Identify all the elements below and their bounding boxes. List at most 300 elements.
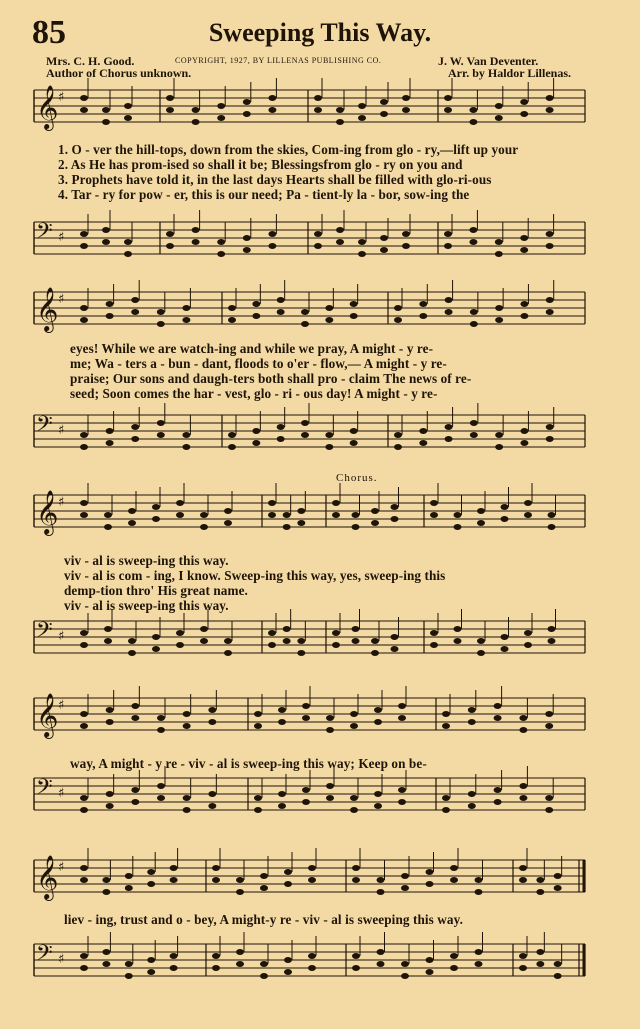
- hymn-number: 85: [32, 14, 66, 51]
- note-head: [391, 634, 399, 640]
- note-head: [80, 865, 88, 871]
- note-head: [475, 877, 483, 883]
- note-head: [260, 873, 268, 879]
- note-head: [183, 795, 191, 801]
- note-head: [80, 95, 88, 101]
- note-head: [302, 787, 310, 793]
- note-head: [166, 95, 174, 101]
- note-head: [377, 877, 385, 883]
- treble-clef-icon: 𝄞: [36, 693, 59, 737]
- note-head: [131, 703, 139, 709]
- note-head: [277, 436, 285, 442]
- note-head: [277, 297, 285, 303]
- note-head: [104, 638, 112, 644]
- note-head: [501, 646, 509, 652]
- note-head: [352, 638, 360, 644]
- note-head: [278, 707, 286, 713]
- note-head: [252, 440, 260, 446]
- note-head: [524, 642, 532, 648]
- note-head: [102, 877, 110, 883]
- note-head: [536, 889, 544, 895]
- note-head: [217, 115, 225, 121]
- note-head: [494, 799, 502, 805]
- note-head: [217, 251, 225, 257]
- note-head: [268, 231, 276, 237]
- note-head: [166, 107, 174, 113]
- note-head: [546, 309, 554, 315]
- note-head: [102, 961, 110, 967]
- note-head: [80, 711, 88, 717]
- note-head: [302, 703, 310, 709]
- note-head: [325, 432, 333, 438]
- note-head: [519, 965, 527, 971]
- note-head: [278, 803, 286, 809]
- note-head: [519, 953, 527, 959]
- lyric-line: way, A might - y re - viv - al is sweep-ing this way; Keep on be-: [70, 756, 427, 771]
- note-head: [380, 111, 388, 117]
- note-head: [236, 949, 244, 955]
- note-head: [104, 626, 112, 632]
- note-head: [208, 803, 216, 809]
- note-head: [350, 723, 358, 729]
- note-head: [147, 881, 155, 887]
- note-head: [501, 516, 509, 522]
- note-head: [520, 428, 528, 434]
- note-head: [380, 99, 388, 105]
- note-head: [80, 305, 88, 311]
- hymn-title: Sweeping This Way.: [208, 18, 432, 47]
- note-head: [545, 723, 553, 729]
- note-head: [268, 500, 276, 506]
- note-head: [350, 440, 358, 446]
- note-head: [104, 524, 112, 530]
- note-head: [106, 313, 114, 319]
- note-head: [170, 865, 178, 871]
- note-head: [350, 428, 358, 434]
- note-head: [254, 795, 262, 801]
- note-head: [157, 432, 165, 438]
- note-head: [106, 803, 114, 809]
- note-head: [371, 508, 379, 514]
- note-head: [554, 961, 562, 967]
- note-head: [80, 231, 88, 237]
- note-head: [444, 95, 452, 101]
- bass-clef-icon: 𝄢: [36, 219, 53, 249]
- note-head: [468, 803, 476, 809]
- note-head: [371, 520, 379, 526]
- note-head: [200, 626, 208, 632]
- lyric-line: 2. As He has prom-ised so shall it be; Blessingsfrom glo - ry on you and: [58, 157, 463, 172]
- note-head: [468, 719, 476, 725]
- composer-credit: J. W. Van Deventer.: [438, 54, 539, 68]
- note-head: [260, 885, 268, 891]
- note-head: [183, 711, 191, 717]
- note-head: [401, 873, 409, 879]
- note-head: [301, 432, 309, 438]
- note-head: [252, 313, 260, 319]
- lyric-line: seed; Soon comes the har - vest, glo - ri - ous day! A might - y re-: [70, 386, 438, 401]
- note-head: [469, 227, 477, 233]
- note-head: [377, 949, 385, 955]
- note-head: [212, 965, 220, 971]
- note-head: [394, 305, 402, 311]
- lyricist-credit: Mrs. C. H. Good.: [46, 54, 135, 68]
- note-head: [470, 309, 478, 315]
- sharp-key-signature-icon: ♯: [58, 952, 65, 967]
- note-head: [325, 305, 333, 311]
- note-head: [524, 630, 532, 636]
- note-head: [475, 949, 483, 955]
- note-head: [470, 321, 478, 327]
- lyric-line: eyes! While we are watch-ing and while we pray, A might - y re-: [70, 341, 434, 356]
- note-head: [495, 103, 503, 109]
- note-head: [536, 961, 544, 967]
- note-head: [80, 807, 88, 813]
- note-head: [495, 115, 503, 121]
- note-head: [336, 107, 344, 113]
- note-head: [442, 807, 450, 813]
- note-head: [297, 520, 305, 526]
- note-head: [80, 642, 88, 648]
- lyric-line: viv - al is com - ing, I know. Sweep-ing this way, yes, sweep-ing this: [64, 568, 446, 583]
- note-head: [80, 965, 88, 971]
- note-head: [332, 512, 340, 518]
- note-head: [426, 969, 434, 975]
- note-head: [128, 508, 136, 514]
- note-head: [106, 791, 114, 797]
- note-head: [252, 301, 260, 307]
- lyric-line: 4. Tar - ry for pow - er, this is our need; Pa - tient-ly la - bor, sow-ing the: [58, 187, 470, 202]
- note-head: [80, 317, 88, 323]
- note-head: [520, 440, 528, 446]
- note-head: [102, 107, 110, 113]
- note-head: [336, 239, 344, 245]
- note-head: [554, 973, 562, 979]
- note-head: [308, 865, 316, 871]
- note-head: [283, 512, 291, 518]
- note-head: [468, 791, 476, 797]
- note-head: [554, 873, 562, 879]
- note-head: [391, 504, 399, 510]
- note-head: [545, 807, 553, 813]
- note-head: [243, 247, 251, 253]
- note-head: [80, 953, 88, 959]
- note-head: [217, 103, 225, 109]
- note-head: [176, 642, 184, 648]
- note-head: [548, 626, 556, 632]
- note-head: [477, 520, 485, 526]
- note-head: [278, 791, 286, 797]
- note-head: [352, 626, 360, 632]
- note-head: [444, 231, 452, 237]
- note-head: [519, 865, 527, 871]
- note-head: [332, 500, 340, 506]
- note-head: [80, 107, 88, 113]
- note-head: [371, 650, 379, 656]
- note-head: [336, 119, 344, 125]
- note-head: [268, 107, 276, 113]
- note-head: [192, 107, 200, 113]
- note-head: [284, 869, 292, 875]
- note-head: [152, 504, 160, 510]
- note-head: [301, 309, 309, 315]
- note-head: [314, 107, 322, 113]
- sharp-key-signature-icon: ♯: [58, 292, 65, 307]
- note-head: [398, 799, 406, 805]
- note-head: [374, 719, 382, 725]
- note-head: [430, 512, 438, 518]
- note-head: [374, 803, 382, 809]
- note-head: [268, 630, 276, 636]
- note-head: [236, 877, 244, 883]
- note-head: [254, 807, 262, 813]
- sharp-key-signature-icon: ♯: [58, 423, 65, 438]
- note-head: [283, 638, 291, 644]
- arranger-credit: Arr. by Haldor Lillenas.: [448, 66, 572, 80]
- note-head: [243, 99, 251, 105]
- sharp-key-signature-icon: ♯: [58, 495, 65, 510]
- note-head: [157, 715, 165, 721]
- note-head: [494, 703, 502, 709]
- note-head: [80, 432, 88, 438]
- note-head: [166, 231, 174, 237]
- note-head: [297, 650, 305, 656]
- note-head: [352, 877, 360, 883]
- note-head: [494, 715, 502, 721]
- note-head: [152, 516, 160, 522]
- note-head: [442, 795, 450, 801]
- note-head: [268, 243, 276, 249]
- note-head: [394, 444, 402, 450]
- lyric-line: demp-tion thro' His great name.: [64, 583, 248, 598]
- note-head: [157, 420, 165, 426]
- note-head: [352, 524, 360, 530]
- note-head: [470, 420, 478, 426]
- note-head: [545, 711, 553, 717]
- note-head: [495, 432, 503, 438]
- note-head: [308, 965, 316, 971]
- note-head: [224, 650, 232, 656]
- note-head: [450, 965, 458, 971]
- note-head: [325, 317, 333, 323]
- note-head: [477, 508, 485, 514]
- note-head: [520, 247, 528, 253]
- bass-clef-icon: 𝄢: [36, 412, 53, 442]
- lyric-line: praise; Our sons and daugh-ters both shall pro - claim The news of re-: [70, 371, 472, 386]
- note-head: [283, 524, 291, 530]
- note-head: [228, 305, 236, 311]
- note-head: [332, 642, 340, 648]
- lyric-line: 1. O - ver the hill-tops, down from the skies, Com-ing from glo - ry,—lift up your: [58, 142, 519, 157]
- note-head: [157, 783, 165, 789]
- note-head: [170, 877, 178, 883]
- note-head: [260, 961, 268, 967]
- treble-clef-icon: 𝄞: [36, 85, 59, 129]
- note-head: [350, 795, 358, 801]
- note-head: [445, 424, 453, 430]
- note-head: [284, 881, 292, 887]
- note-head: [546, 231, 554, 237]
- note-head: [314, 95, 322, 101]
- note-head: [495, 251, 503, 257]
- note-head: [548, 512, 556, 518]
- note-head: [124, 251, 132, 257]
- note-head: [102, 227, 110, 233]
- note-head: [284, 957, 292, 963]
- note-head: [442, 711, 450, 717]
- note-head: [326, 795, 334, 801]
- note-head: [495, 239, 503, 245]
- note-head: [217, 239, 225, 245]
- note-head: [131, 799, 139, 805]
- note-head: [314, 243, 322, 249]
- note-head: [192, 119, 200, 125]
- note-head: [380, 235, 388, 241]
- note-head: [477, 638, 485, 644]
- note-head: [102, 119, 110, 125]
- note-head: [445, 436, 453, 442]
- note-head: [371, 638, 379, 644]
- note-head: [297, 508, 305, 514]
- note-head: [102, 889, 110, 895]
- note-head: [166, 243, 174, 249]
- note-head: [519, 783, 527, 789]
- note-head: [157, 309, 165, 315]
- note-head: [402, 107, 410, 113]
- note-head: [200, 512, 208, 518]
- lyric-line: liev - ing, trust and o - bey, A might-y re - viv - al is sweeping this way.: [64, 912, 463, 927]
- note-head: [495, 317, 503, 323]
- sharp-key-signature-icon: ♯: [58, 90, 65, 105]
- note-head: [308, 877, 316, 883]
- note-head: [520, 99, 528, 105]
- note-head: [278, 719, 286, 725]
- note-head: [444, 107, 452, 113]
- note-head: [183, 723, 191, 729]
- note-head: [125, 873, 133, 879]
- note-head: [131, 787, 139, 793]
- note-head: [326, 727, 334, 733]
- note-head: [302, 799, 310, 805]
- note-head: [80, 444, 88, 450]
- note-head: [277, 309, 285, 315]
- note-head: [501, 634, 509, 640]
- note-head: [268, 512, 276, 518]
- sharp-key-signature-icon: ♯: [58, 786, 65, 801]
- note-head: [358, 115, 366, 121]
- note-head: [469, 119, 477, 125]
- note-head: [157, 727, 165, 733]
- note-head: [302, 715, 310, 721]
- note-head: [454, 638, 462, 644]
- note-head: [548, 638, 556, 644]
- note-head: [128, 650, 136, 656]
- note-head: [426, 957, 434, 963]
- note-head: [377, 961, 385, 967]
- note-head: [102, 949, 110, 955]
- note-head: [398, 787, 406, 793]
- note-head: [519, 727, 527, 733]
- note-head: [536, 949, 544, 955]
- note-head: [380, 247, 388, 253]
- note-head: [524, 512, 532, 518]
- note-head: [450, 877, 458, 883]
- lyric-line: me; Wa - ters a - bun - dant, floods to o'er - flow,— A might - y re-: [70, 356, 447, 371]
- note-head: [546, 243, 554, 249]
- note-head: [208, 707, 216, 713]
- note-head: [228, 444, 236, 450]
- note-head: [236, 961, 244, 967]
- note-head: [268, 95, 276, 101]
- note-head: [326, 783, 334, 789]
- note-head: [519, 795, 527, 801]
- sharp-key-signature-icon: ♯: [58, 698, 65, 713]
- note-head: [228, 432, 236, 438]
- note-head: [254, 711, 262, 717]
- sharp-key-signature-icon: ♯: [58, 860, 65, 875]
- note-head: [80, 795, 88, 801]
- bass-clef-icon: 𝄢: [36, 775, 53, 805]
- note-head: [444, 243, 452, 249]
- note-head: [125, 973, 133, 979]
- note-head: [546, 436, 554, 442]
- note-head: [454, 626, 462, 632]
- note-head: [176, 630, 184, 636]
- note-head: [80, 877, 88, 883]
- note-head: [520, 235, 528, 241]
- note-head: [124, 103, 132, 109]
- note-head: [469, 239, 477, 245]
- note-head: [401, 973, 409, 979]
- note-head: [152, 634, 160, 640]
- note-head: [546, 424, 554, 430]
- note-head: [548, 524, 556, 530]
- note-head: [147, 957, 155, 963]
- sharp-key-signature-icon: ♯: [58, 230, 65, 245]
- note-head: [284, 969, 292, 975]
- note-head: [277, 424, 285, 430]
- note-head: [176, 512, 184, 518]
- note-head: [182, 432, 190, 438]
- note-head: [260, 973, 268, 979]
- treble-clef-icon: 𝄞: [36, 490, 59, 534]
- note-head: [469, 107, 477, 113]
- note-head: [454, 524, 462, 530]
- note-head: [520, 313, 528, 319]
- note-head: [297, 638, 305, 644]
- treble-clef-icon: 𝄞: [36, 287, 59, 331]
- note-head: [243, 111, 251, 117]
- note-head: [106, 428, 114, 434]
- note-head: [352, 953, 360, 959]
- note-head: [124, 239, 132, 245]
- bass-clef-icon: 𝄢: [36, 941, 53, 971]
- note-head: [419, 313, 427, 319]
- note-head: [336, 227, 344, 233]
- note-head: [401, 885, 409, 891]
- note-head: [519, 877, 527, 883]
- note-head: [283, 626, 291, 632]
- note-head: [377, 889, 385, 895]
- note-head: [430, 500, 438, 506]
- note-head: [326, 715, 334, 721]
- note-head: [546, 297, 554, 303]
- note-head: [401, 961, 409, 967]
- note-head: [252, 428, 260, 434]
- note-head: [314, 231, 322, 237]
- note-head: [374, 791, 382, 797]
- note-head: [325, 444, 333, 450]
